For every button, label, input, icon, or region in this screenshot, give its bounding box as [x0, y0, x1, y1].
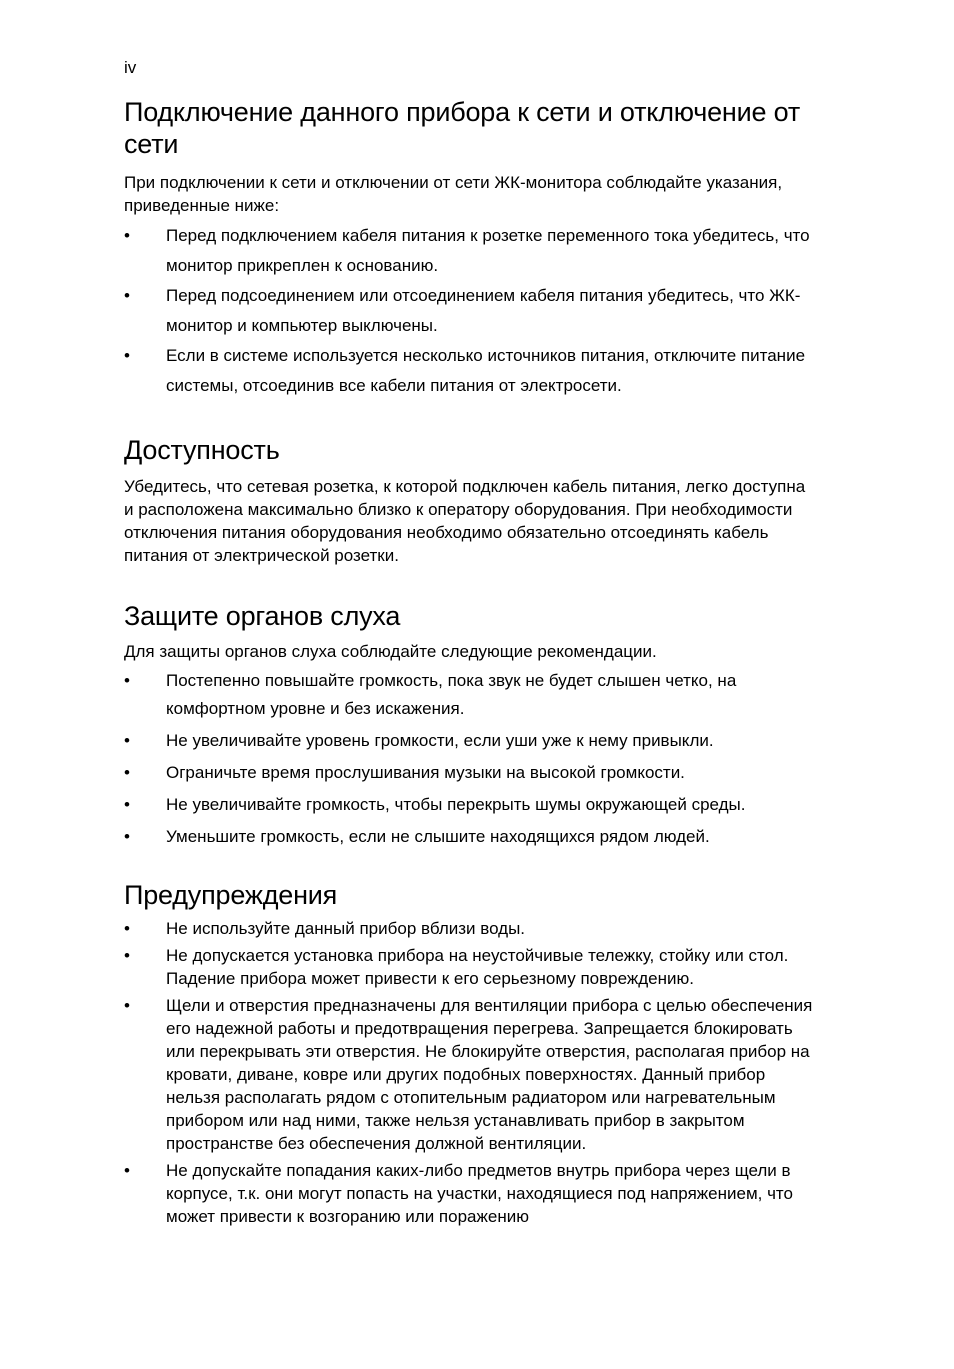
section-intro-power: При подключении к сети и отключении от сети ЖК-монитора соблюдайте указания, приведенные ниже:	[124, 173, 783, 215]
list-item	[124, 994, 814, 1155]
list-item	[124, 341, 814, 400]
section-intro-hearing: Для защиты органов слуха соблюдайте следующие рекомендации.	[124, 642, 657, 661]
list-item-text: Не допускается установка прибора на неустойчивые тележку, стойку или стол. Падение прибора может привести к его серьезному повреждению.	[166, 946, 789, 988]
section-body-accessibility: Убедитесь, что сетевая розетка, к которой подключен кабель питания, легко доступна и расположена максимально близко к оператору оборудования. При необходимости отключения питания оборудования необходимо обязательно отсоединять кабель питания от электрической розетки.	[124, 477, 806, 565]
bullet-icon: •	[124, 1161, 130, 1180]
section-heading-hearing: Защите органов слуха	[124, 601, 401, 631]
list-item-text: Если в системе используется несколько источников питания, отключите питание системы, отсоединив все кабели питания от электросети.	[166, 346, 806, 395]
list-item	[124, 221, 814, 280]
list-item	[124, 944, 814, 990]
list-item-text: Не увеличивайте громкость, чтобы перекрыть шумы окружающей среды.	[166, 795, 746, 814]
bullet-icon: •	[124, 996, 130, 1015]
bullet-icon: •	[124, 763, 130, 782]
document-body	[124, 96, 814, 1232]
list-item	[124, 917, 814, 940]
list-item	[124, 759, 814, 787]
section-heading-accessibility: Доступность	[124, 435, 280, 465]
section-accessibility	[124, 434, 814, 567]
section-warnings	[124, 879, 814, 1228]
list-item-text: Не используйте данный прибор вблизи воды.	[166, 919, 526, 938]
bullet-icon: •	[124, 795, 130, 814]
list-item-text: Постепенно повышайте громкость, пока звук не будет слышен четко, на комфортном уровне и без искажения.	[166, 671, 737, 718]
bullet-icon: •	[124, 731, 130, 750]
bullet-icon: •	[124, 286, 130, 305]
bullet-icon: •	[124, 919, 130, 938]
bullet-icon: •	[124, 671, 130, 690]
list-item-text: Перед подсоединением или отсоединением кабеля питания убедитесь, что ЖК-монитор и компьютер выключены.	[166, 286, 801, 335]
list-item	[124, 791, 814, 819]
list-item-text: Ограничьте время прослушивания музыки на высокой громкости.	[166, 763, 685, 782]
bullet-list-power	[124, 221, 814, 400]
list-item	[124, 727, 814, 755]
list-item	[124, 1159, 814, 1228]
bullet-icon: •	[124, 346, 130, 365]
bullet-icon: •	[124, 946, 130, 965]
page-number: iv	[124, 58, 137, 77]
list-item-text: Перед подключением кабеля питания к розетке переменного тока убедитесь, что монитор прикреплен к основанию.	[166, 226, 810, 275]
section-heading-warnings: Предупреждения	[124, 880, 338, 910]
list-item	[124, 823, 814, 851]
bullet-icon: •	[124, 226, 130, 245]
list-item	[124, 281, 814, 340]
section-heading-power: Подключение данного прибора к сети и отключение от сети	[124, 97, 800, 159]
bullet-icon: •	[124, 827, 130, 846]
bullet-list-hearing	[124, 667, 814, 851]
list-item-text: Щели и отверстия предназначены для вентиляции прибора с целью обеспечения его надежной работы и предотвращения перегрева. Запрещается блокировать или перекрывать эти отверстия. Не блокируйте отверстия, располагая прибор на кровати, диване, ковре или других подобных поверхностях. Данный прибор нельзя располагать рядом с отопительным радиатором или нагревательным прибором или над ними, также нельзя устанавливать прибор в закрытом пространстве без обеспечения должной вентиляции.	[166, 996, 813, 1153]
section-hearing-protection	[124, 600, 814, 851]
list-item-text: Не увеличивайте уровень громкости, если уши уже к нему привыкли.	[166, 731, 714, 750]
section-power-connection	[124, 96, 814, 400]
list-item-text: Уменьшите громкость, если не слышите находящихся рядом людей.	[166, 827, 710, 846]
bullet-list-warnings	[124, 917, 814, 1228]
list-item	[124, 667, 814, 723]
list-item-text: Не допускайте попадания каких-либо предметов внутрь прибора через щели в корпусе, т.к. они могут попасть на участки, находящиеся под напряжением, что может привести к возгоранию или поражению	[166, 1161, 793, 1226]
